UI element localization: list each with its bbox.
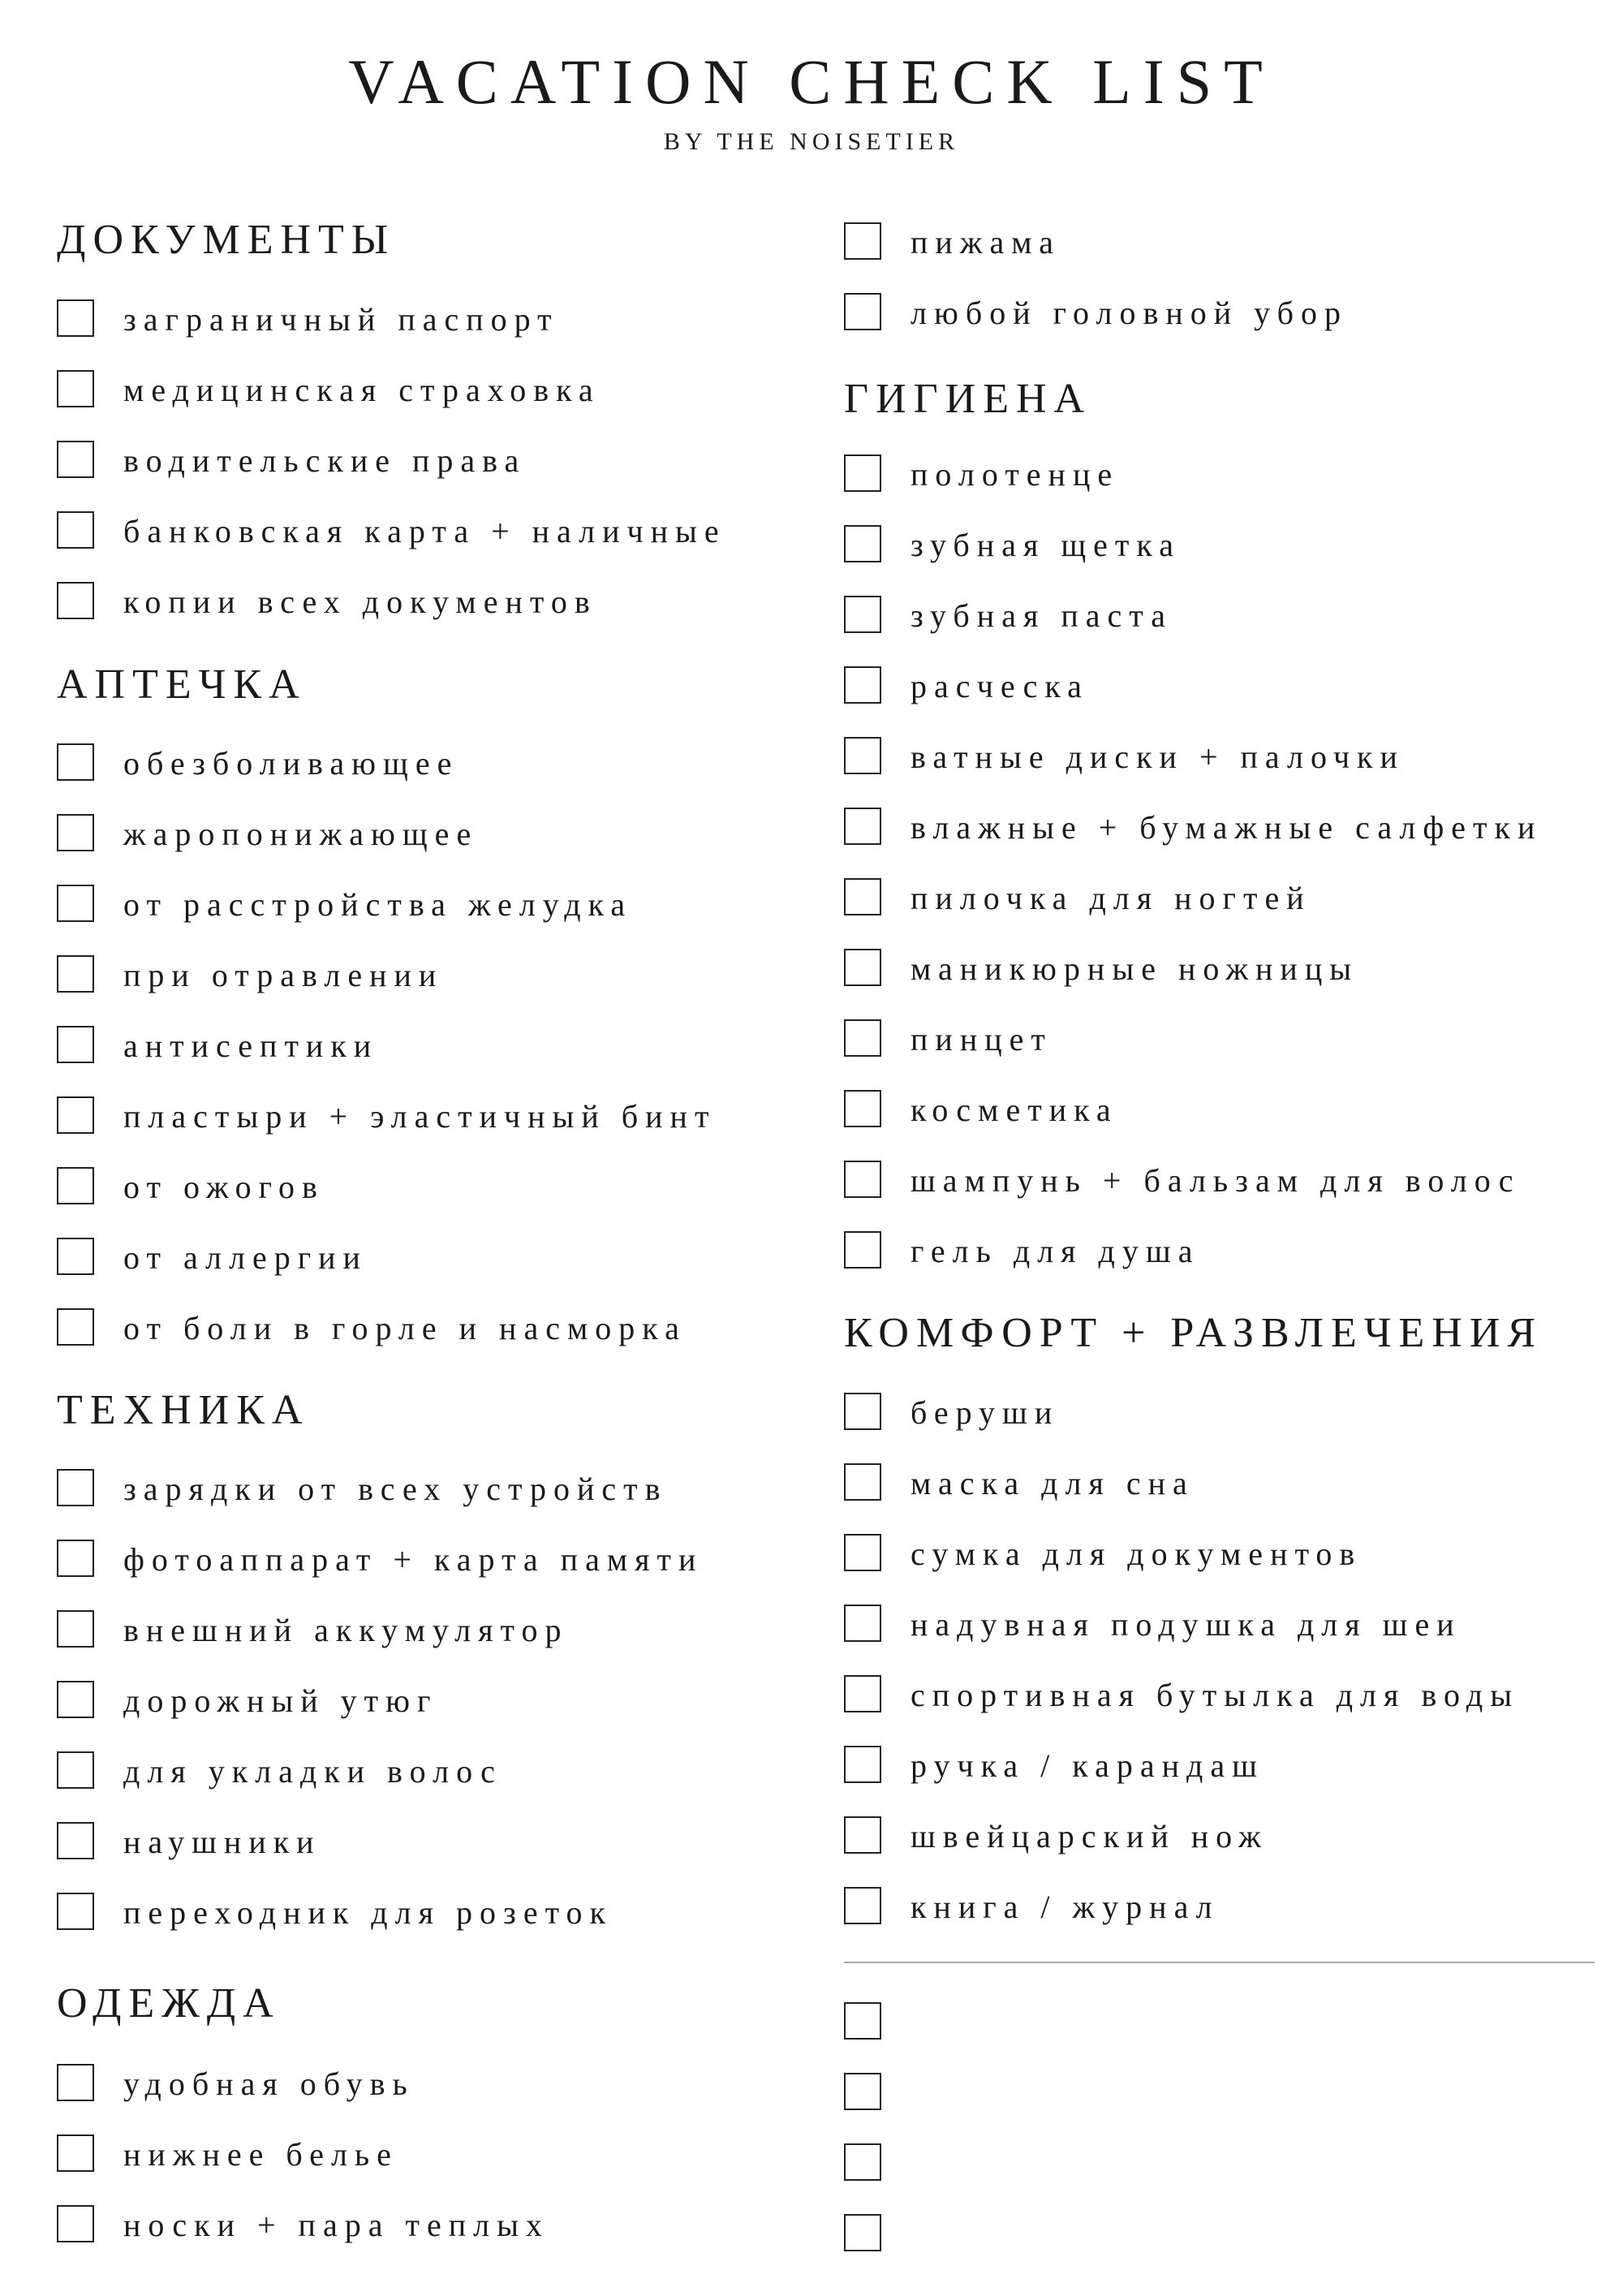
checkbox[interactable] <box>844 808 881 845</box>
checklist-item-label: ватные диски + палочки <box>911 739 1405 775</box>
checkbox[interactable] <box>57 1540 94 1577</box>
checkbox[interactable] <box>844 1019 881 1057</box>
checklist-item-label: беруши <box>911 1394 1060 1431</box>
checklist-item-label: зарядки от всех устройств <box>123 1471 668 1507</box>
checklist-item-label: для укладки волос <box>123 1753 502 1790</box>
checkbox[interactable] <box>844 1161 881 1198</box>
checklist-item-label: надувная подушка для шеи <box>911 1606 1462 1643</box>
checkbox[interactable] <box>844 2073 881 2110</box>
checkbox[interactable] <box>57 1238 94 1275</box>
checklist-item-label: удобная обувь <box>123 2066 415 2102</box>
checklist-item-label: обезболивающее <box>123 745 459 782</box>
checklist-item-label: косметика <box>911 1092 1118 1128</box>
checklist-item-label: фотоаппарат + карта памяти <box>123 1541 704 1578</box>
checkbox[interactable] <box>57 2205 94 2242</box>
checkbox[interactable] <box>57 1469 94 1506</box>
checkbox[interactable] <box>844 1605 881 1642</box>
checkbox[interactable] <box>57 582 94 619</box>
checkbox[interactable] <box>57 743 94 781</box>
checkbox[interactable] <box>57 814 94 851</box>
checkbox[interactable] <box>844 1090 881 1127</box>
checklist-item-label: пинцет <box>911 1021 1053 1058</box>
checklist-item-label: жаропонижающее <box>123 816 479 852</box>
checkbox[interactable] <box>844 454 881 492</box>
checkbox[interactable] <box>57 1893 94 1930</box>
checklist-item-label: водительские права <box>123 442 527 479</box>
checkbox[interactable] <box>844 1534 881 1571</box>
checkbox[interactable] <box>57 511 94 549</box>
checkbox[interactable] <box>844 2143 881 2181</box>
checklist-item-label: любой головной убор <box>911 295 1348 331</box>
checklist-item-label: полотенце <box>911 456 1120 493</box>
checkbox[interactable] <box>57 1610 94 1648</box>
checkbox[interactable] <box>844 1816 881 1854</box>
checkbox[interactable] <box>844 525 881 562</box>
checklist-item-label: расческа <box>911 668 1089 704</box>
checklist-item-label: носки + пара теплых <box>123 2207 549 2243</box>
checkbox[interactable] <box>844 2002 881 2040</box>
section-title-комфорт-развлечения: КОМФОРТ + РАЗВЛЕЧЕНИЯ <box>844 1310 1543 1356</box>
checklist-item-label: заграничный паспорт <box>123 301 559 338</box>
checkbox[interactable] <box>844 878 881 915</box>
page-subtitle: BY THE NOISETIER <box>663 128 960 155</box>
checklist-item-label: переходник для розеток <box>123 1894 613 1931</box>
checklist-item-label: дорожный утюг <box>123 1682 438 1719</box>
checkbox[interactable] <box>844 2214 881 2251</box>
checkbox[interactable] <box>844 949 881 986</box>
checkbox[interactable] <box>844 1675 881 1712</box>
page-title: VACATION CHECK LIST <box>348 46 1275 117</box>
checkbox[interactable] <box>57 2134 94 2172</box>
checkbox[interactable] <box>57 1751 94 1789</box>
checkbox[interactable] <box>844 222 881 260</box>
checklist-item-label: медицинская страховка <box>123 372 601 408</box>
checklist-item-label: внешний аккумулятор <box>123 1612 569 1648</box>
checklist-item-label: зубная щетка <box>911 527 1181 563</box>
checklist-item-label: маникюрные ножницы <box>911 950 1359 987</box>
checklist-item-label: ручка / карандаш <box>911 1747 1264 1784</box>
checklist-item-label: антисептики <box>123 1027 379 1064</box>
checkbox[interactable] <box>844 666 881 704</box>
checklist-item-label: спортивная бутылка для воды <box>911 1677 1520 1713</box>
checklist-item-label: от расстройства желудка <box>123 886 633 923</box>
checkbox[interactable] <box>844 1393 881 1430</box>
section-title-аптечка: АПТЕЧКА <box>57 661 307 708</box>
checklist-item-label: от боли в горле и насморка <box>123 1310 687 1346</box>
checklist-item-label: от ожогов <box>123 1169 325 1205</box>
checklist-item-label: шампунь + бальзам для волос <box>911 1162 1521 1199</box>
checkbox[interactable] <box>57 441 94 478</box>
checklist-item-label: пижама <box>911 224 1061 261</box>
checkbox[interactable] <box>844 1887 881 1924</box>
checklist-item-label: маска для сна <box>911 1465 1195 1501</box>
checklist-item-label: сумка для документов <box>911 1536 1363 1572</box>
checklist-item-label: от аллергии <box>123 1239 368 1276</box>
checkbox[interactable] <box>57 299 94 337</box>
checkbox[interactable] <box>57 1822 94 1859</box>
checklist-item-label: наушники <box>123 1824 321 1860</box>
checkbox[interactable] <box>57 885 94 922</box>
checkbox[interactable] <box>57 1167 94 1204</box>
checkbox[interactable] <box>844 737 881 774</box>
checkbox[interactable] <box>57 955 94 993</box>
checklist-item-label: при отравлении <box>123 957 444 993</box>
checkbox[interactable] <box>844 1746 881 1783</box>
checklist-item-label: пластыри + эластичный бинт <box>123 1098 717 1135</box>
checklist-item-label: копии всех документов <box>123 584 597 620</box>
section-title-документы: ДОКУМЕНТЫ <box>57 217 396 263</box>
checklist-item-label: зубная паста <box>911 597 1173 634</box>
checkbox[interactable] <box>844 1231 881 1269</box>
checklist-item-label: нижнее белье <box>123 2136 398 2173</box>
checkbox[interactable] <box>57 1026 94 1063</box>
checklist-item-label: гель для душа <box>911 1233 1200 1269</box>
checkbox[interactable] <box>844 293 881 330</box>
checkbox[interactable] <box>57 1096 94 1134</box>
checkbox[interactable] <box>844 1463 881 1501</box>
checkbox[interactable] <box>57 1681 94 1718</box>
section-title-одежда: ОДЕЖДА <box>57 1980 281 2027</box>
checklist-item-label: швейцарский нож <box>911 1818 1268 1854</box>
checklist-item-label: книга / журнал <box>911 1889 1220 1925</box>
checklist-item-label: пилочка для ногтей <box>911 880 1311 916</box>
checklist-item-label: влажные + бумажные салфетки <box>911 809 1543 846</box>
checklist-item-label: банковская карта + наличные <box>123 513 726 549</box>
section-title-техника: ТЕХНИКА <box>57 1387 310 1433</box>
checkbox[interactable] <box>57 370 94 407</box>
divider-line <box>844 1962 1595 1963</box>
section-title-гигиена: ГИГИЕНА <box>844 376 1092 422</box>
checkbox[interactable] <box>57 2064 94 2101</box>
checkbox[interactable] <box>844 596 881 633</box>
checkbox[interactable] <box>57 1308 94 1346</box>
